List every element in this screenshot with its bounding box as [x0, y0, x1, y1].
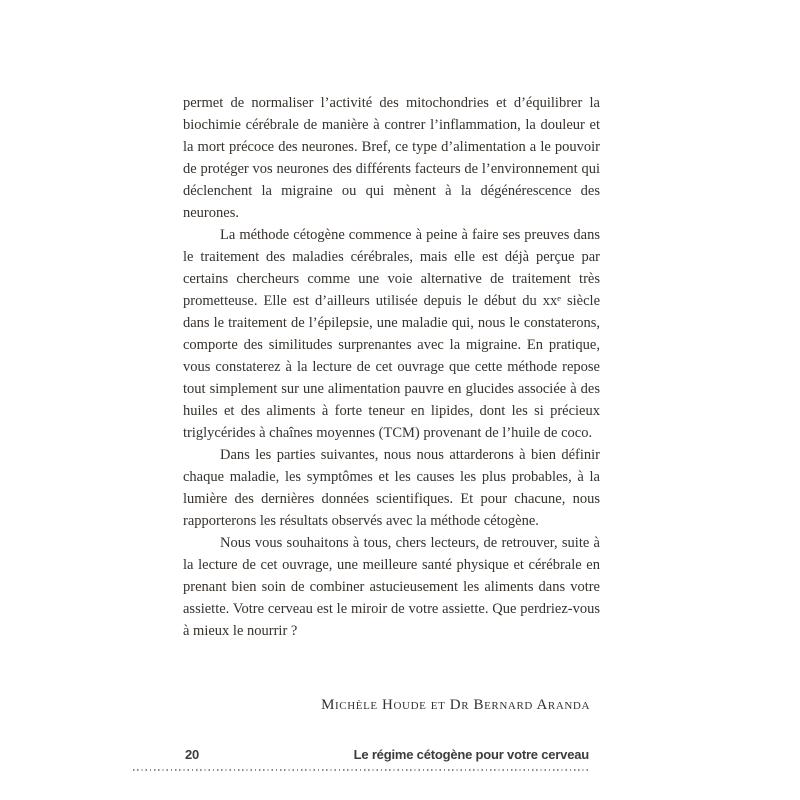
footer-dotted-rule [133, 769, 589, 771]
running-title: Le régime cétogène pour votre cerveau [353, 747, 589, 762]
page-number: 20 [185, 747, 200, 762]
author-signature: Michèle Houde et Dr Bernard Aranda [321, 697, 590, 713]
body-text-block [183, 92, 600, 642]
paragraph: Nous vous souhaitons à tous, chers lecteurs, de retrouver, suite à la lecture de cet ouvrage, une meilleure santé physique et cérébrale en prenant bien soin de combiner astucieusement les aliments dans votre assiette. Votre cerveau est le miroir de votre assiette. Que perdriez-vous à mieux le nourrir ? [183, 535, 600, 639]
paragraph: La méthode cétogène commence à peine à faire ses preuves dans le traitement des maladies cérébrales, mais elle est déjà perçue par certains chercheurs comme une voie alternative de traitement très prometteuse. Elle est d’ailleurs utilisée depuis le début du xxᵉ siècle dans le traitement de l’épilepsie, une maladie qui, nous le constaterons, comporte des similitudes surprenantes avec la migraine. En pratique, vous constaterez à la lecture de cet ouvrage que cette méthode repose tout simplement sur une alimentation pauvre en glucides associée à des huiles et des aliments à forte teneur en lipides, dont les si précieux triglycérides à chaînes moyennes (TCM) provenant de l’huile de coco. [183, 227, 600, 441]
paragraph: permet de normaliser l’activité des mitochondries et d’équilibrer la biochimie cérébrale de manière à contrer l’inflammation, la douleur et la mort précoce des neurones. Bref, ce type d’alimentation a le pouvoir de protéger vos neurones des différents facteurs de l’environnement qui déclenchent la migraine ou qui mènent à la dégénérescence des neurones. [183, 95, 600, 221]
paragraph: Dans les parties suivantes, nous nous attarderons à bien définir chaque maladie, les symptômes et les causes les plus probables, à la lumière des dernières données scientifiques. Et pour chacune, nous rapporterons les résultats observés avec la méthode cétogène. [183, 447, 600, 529]
